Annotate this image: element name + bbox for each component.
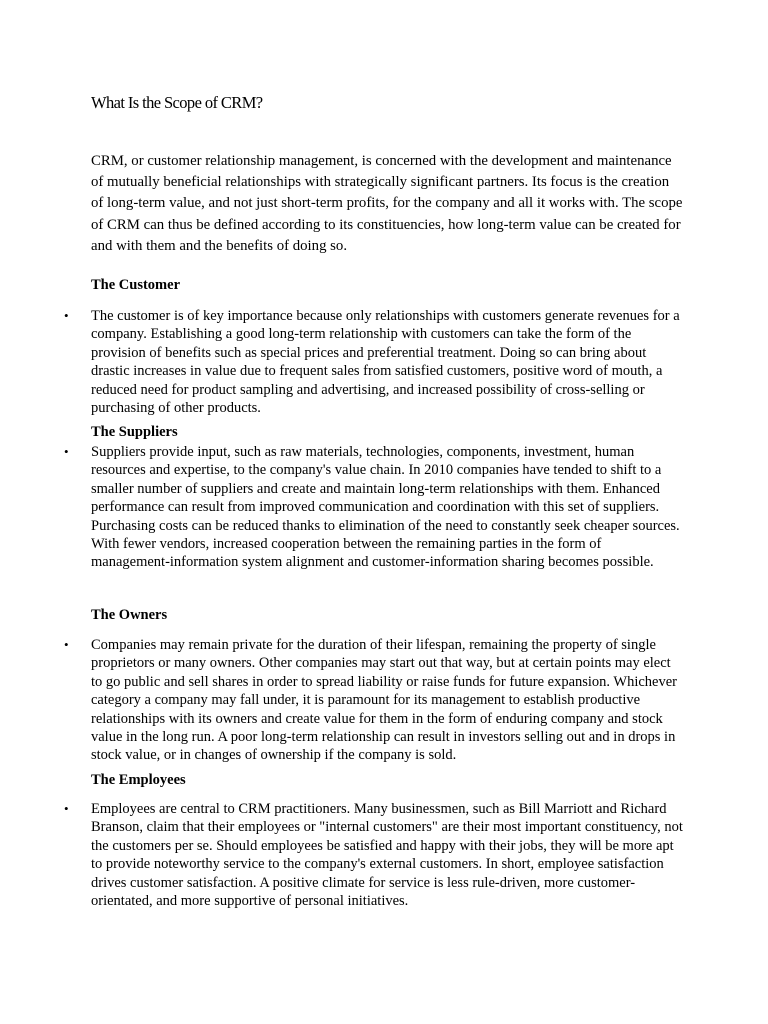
bullet-icon: • (64, 308, 69, 323)
section-heading-owners: The Owners (91, 607, 168, 623)
document-title: What Is the Scope of CRM? (91, 93, 263, 112)
bullet-icon: • (64, 801, 69, 816)
bullet-text-employees: Employees are central to CRM practitioners. Many businessmen, such as Bill Marriott and Richard Branson, claim that their employees or "internal customers" are their most important constituency, not the customers per se. Should employees be satisfied and happy with their jobs, they will be more apt to provide noteworthy service to the company's external customers. In short, employee satisfaction drives customer satisfaction. A positive climate for service is less rule-driven, more customer-orientated, and more supportive of personal initiatives. (91, 801, 683, 910)
bullet-item-owners (64, 636, 684, 765)
intro-paragraph: CRM, or customer relationship management, is concerned with the development and maintenance of mutually beneficial relationships with strategically significant partners. Its focus is the creation of long-term value, and not just short-term profits, for the company and all it works with. The scope of CRM can thus be defined according to its constituencies, how long-term value can be created for and with them and the benefits of doing so. (91, 153, 683, 254)
bullet-item-employees (64, 800, 684, 910)
bullet-item-suppliers (64, 443, 684, 572)
section-heading-employees: The Employees (91, 772, 186, 788)
section-heading-customer: The Customer (91, 277, 181, 293)
bullet-icon: • (64, 637, 69, 652)
bullet-text-customer: The customer is of key importance because only relationships with customers generate revenues for a company. Establishing a good long-term relationship with customers can take the form of the provision of benefits such as special prices and preferential treatment. Doing so can bring about drastic increases in value due to frequent sales from satisfied customers, positive word of mouth, a reduced need for product sampling and advertising, and increased possibility of cross-selling or purchasing of other products. (91, 308, 680, 417)
bullet-text-suppliers: Suppliers provide input, such as raw materials, technologies, components, investment, human resources and expertise, to the company's value chain. In 2010 companies have tended to shift to a smaller number of suppliers and create and maintain long-term relationships with them. Enhanced performance can result from improved communication and coordination with this set of suppliers. Purchasing costs can be reduced thanks to elimination of the need to constantly seek cheaper sources. With fewer vendors, increased cooperation between the remaining parties in the form of management-information system alignment and customer-information sharing becomes possible. (91, 444, 680, 571)
bullet-text-owners: Companies may remain private for the duration of their lifespan, remaining the property of single proprietors or many owners. Other companies may start out that way, but at certain points may elect to go public and sell shares in order to spread liability or raise funds for future expansion. Whichever category a company may fall under, it is paramount for its management to establish productive relationships with its owners and create value for them in the form of enduring company and stock value in the long run. A poor long-term relationship can result in investors selling out and in drops in stock value, or in changes of ownership if the company is sold. (91, 637, 678, 764)
bullet-icon: • (64, 444, 69, 459)
section-heading-suppliers: The Suppliers (91, 424, 178, 440)
bullet-item-customer (64, 307, 684, 417)
